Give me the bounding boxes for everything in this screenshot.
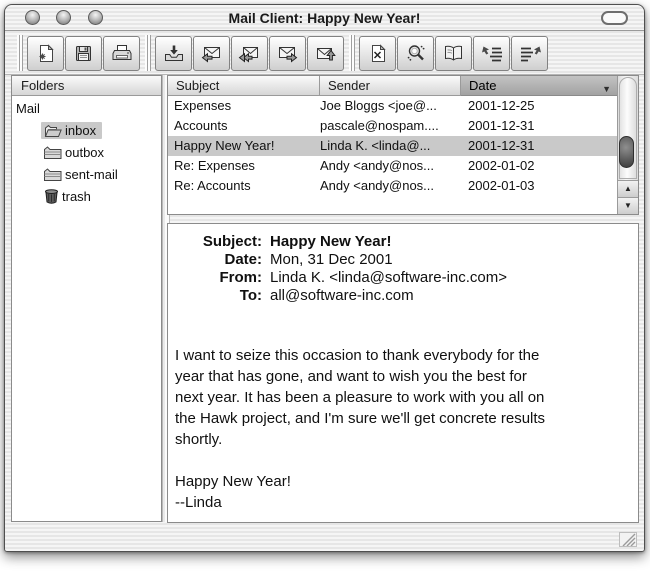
reply-all-button[interactable] [231, 36, 268, 71]
message-row[interactable]: Re: Expenses Andy <andy@nos... 2002-01-02 [174, 158, 535, 173]
folder-tree [12, 96, 161, 207]
message-row[interactable]: Expenses Joe Bloggs <joe@... 2001-12-25 [174, 98, 535, 113]
reply-button[interactable] [193, 36, 230, 71]
window-title: Mail Client: Happy New Year! [228, 10, 421, 26]
prev-unread-icon [519, 43, 541, 64]
delete-icon [367, 43, 388, 64]
folder-item-inbox[interactable] [41, 119, 161, 141]
folder-item-trash[interactable] [41, 185, 161, 207]
field-value: Mon, 31 Dec 2001 [270, 251, 393, 268]
preview-pane [167, 223, 639, 523]
field-value: all@software-inc.com [270, 287, 414, 304]
body-line [175, 450, 638, 471]
forward-button[interactable] [269, 36, 306, 71]
scroll-up-icon: ▲ [624, 184, 632, 193]
body-line: Happy New Year! [175, 473, 291, 490]
titlebar[interactable] [5, 5, 644, 31]
header-field-date [168, 251, 638, 269]
header-field-from [168, 269, 638, 287]
print-button[interactable] [103, 36, 140, 71]
folder-label: outbox [65, 144, 105, 160]
field-value: Linda K. <linda@software-inc.com> [270, 269, 508, 286]
address-book-button[interactable] [435, 36, 472, 71]
list-header [168, 76, 638, 96]
trash-icon [43, 188, 60, 204]
folder-item-outbox[interactable] [41, 141, 161, 163]
list-scrollbar [617, 76, 638, 214]
message-row-selected[interactable]: Happy New Year! Linda K. <linda@... 2001-12-31 [168, 136, 638, 156]
field-label: Date: [224, 251, 262, 268]
next-unread-button[interactable] [473, 36, 510, 71]
header-field-subject [168, 233, 638, 251]
next-unread-icon [481, 43, 503, 64]
folder-root-mail[interactable]: Mail [16, 101, 40, 116]
folder-label: trash [62, 188, 91, 204]
message-list [167, 75, 639, 215]
field-label: From: [219, 269, 262, 286]
print-icon [111, 43, 133, 64]
body-line: --Linda [175, 494, 222, 511]
new-document-icon [35, 43, 56, 64]
new-message-button[interactable] [27, 36, 64, 71]
send-button[interactable] [307, 36, 344, 71]
folder-icon [43, 167, 63, 182]
save-button[interactable] [65, 36, 102, 71]
message-rows [168, 96, 638, 196]
forward-icon [276, 43, 299, 64]
scroll-down-button[interactable] [618, 197, 638, 214]
reply-all-icon [238, 43, 261, 64]
scroll-down-icon: ▼ [624, 201, 632, 210]
save-icon [73, 43, 94, 64]
field-value: Happy New Year! [270, 233, 392, 250]
scroll-up-button[interactable] [618, 180, 638, 197]
folder-label: sent-mail [65, 166, 118, 182]
toolbar-grip[interactable] [144, 35, 152, 71]
column-header-date[interactable]: Date ▼ [461, 76, 619, 96]
field-label: Subject: [202, 233, 262, 250]
scrollbar-thumb[interactable] [619, 136, 634, 168]
folder-item-sent-mail[interactable] [41, 163, 161, 185]
fetch-mail-button[interactable] [155, 36, 192, 71]
folder-icon [43, 145, 63, 160]
header-field-to [168, 287, 638, 305]
toolbar [5, 32, 644, 75]
body-line: shortly. [175, 431, 223, 448]
delete-button[interactable] [359, 36, 396, 71]
message-row[interactable]: Accounts pascale@nospam.... 2001-12-31 [174, 118, 535, 133]
toolbar-grip[interactable] [348, 35, 356, 71]
folders-pane [11, 75, 162, 522]
body-line: next year. It has been a pleasure to work with you all on [175, 389, 545, 406]
fetch-mail-icon [163, 43, 185, 64]
folders-header[interactable]: Folders [12, 76, 161, 96]
send-icon [314, 43, 337, 64]
resize-grip-icon[interactable] [619, 532, 637, 547]
folder-label: inbox [65, 122, 97, 138]
column-header-sender[interactable]: Sender [320, 76, 461, 96]
search-icon [405, 43, 427, 64]
body-line: year that has gone, and want to wish you the best for [175, 368, 527, 385]
toolbar-grip[interactable] [16, 35, 24, 71]
open-folder-icon [43, 123, 63, 138]
column-header-subject[interactable]: Subject [168, 76, 320, 96]
body-line: the Hawk project, and I'm sure we'll get concrete results [175, 410, 546, 427]
message-body [168, 345, 638, 513]
reply-icon [200, 43, 223, 64]
field-label: To: [239, 287, 262, 304]
address-book-icon [442, 43, 465, 64]
mail-client-window [4, 4, 645, 552]
prev-unread-button[interactable] [511, 36, 548, 71]
search-button[interactable] [397, 36, 434, 71]
message-row[interactable]: Re: Accounts Andy <andy@nos... 2002-01-03 [174, 178, 535, 193]
toolbar-toggle-pill[interactable] [601, 11, 628, 25]
body-line: I want to seize this occasion to thank everybody for the [175, 347, 540, 364]
sort-descending-icon: ▼ [602, 84, 611, 94]
message-headers [168, 224, 638, 305]
